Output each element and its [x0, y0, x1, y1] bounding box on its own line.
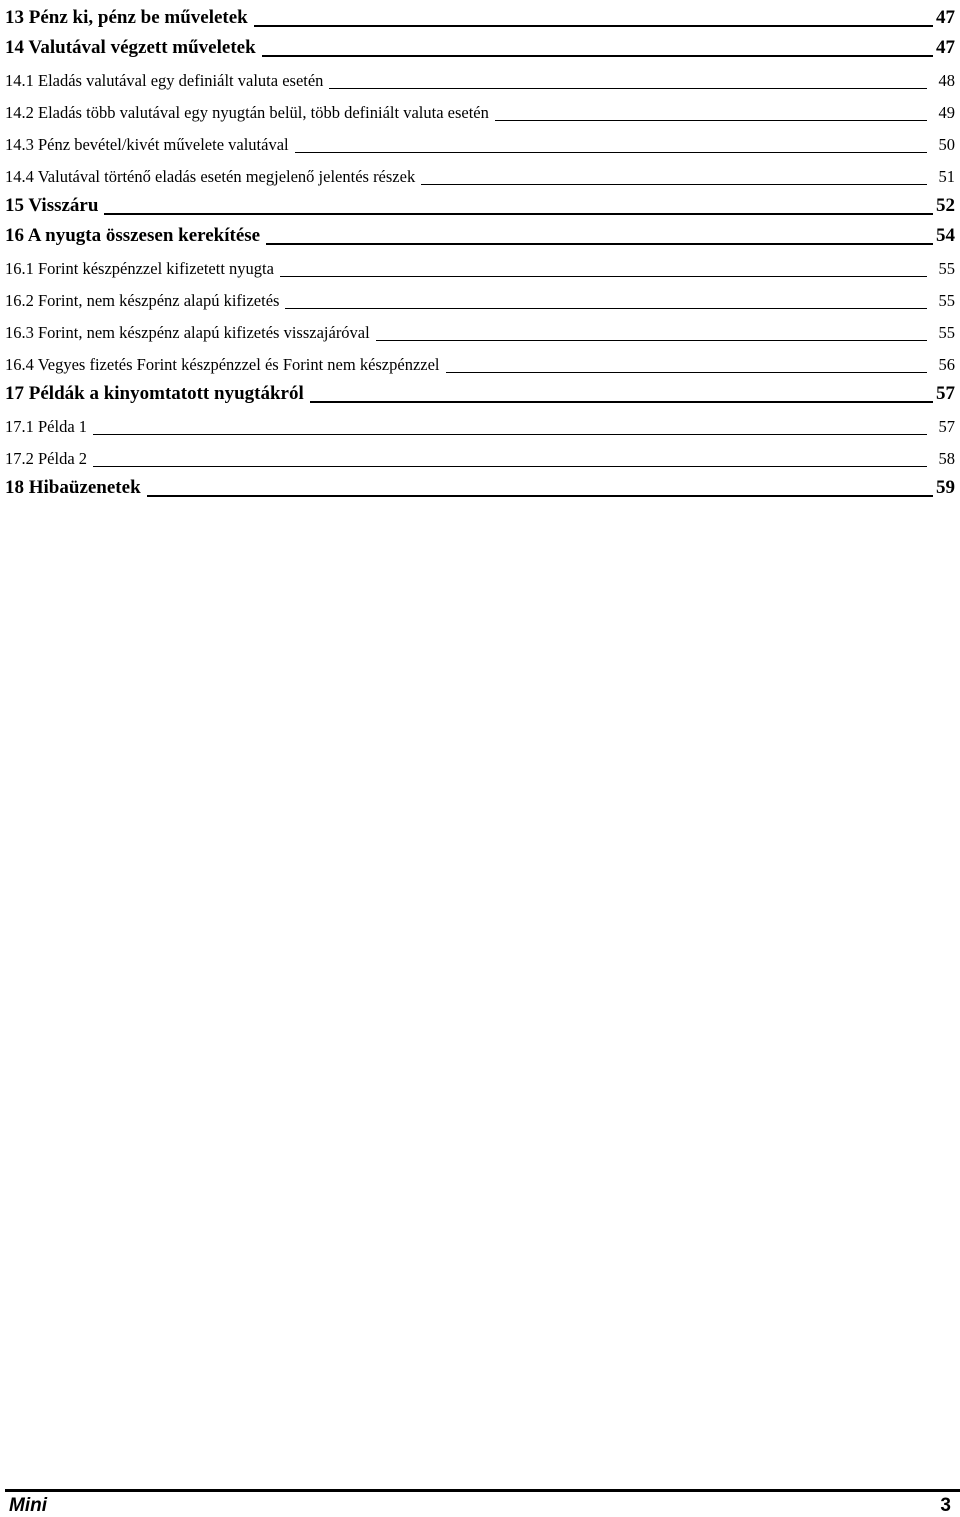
toc-leader-line [495, 120, 927, 121]
toc-entry-page: 49 [938, 102, 955, 122]
toc-entry-page: 47 [936, 7, 955, 28]
toc-leader-line [93, 466, 927, 467]
toc-subentry[interactable] [5, 344, 955, 376]
toc-entry-title: 16.3 Forint, nem készpénz alapú kifizetés visszajáróval [5, 322, 370, 342]
toc-subentry[interactable] [5, 156, 955, 188]
footer-page-number: 3 [940, 1495, 951, 1516]
toc-entry-title: 16.2 Forint, nem készpénz alapú kifizetés [5, 290, 280, 310]
toc-entry-title: 14 Valutával végzett műveletek [5, 37, 256, 58]
toc-subentry[interactable] [5, 406, 955, 438]
toc-entry-title: 13 Pénz ki, pénz be műveletek [5, 7, 248, 28]
toc-subentry[interactable] [5, 312, 955, 344]
toc-leader-line [285, 308, 927, 309]
toc-entry-title: 14.1 Eladás valutával egy definiált valuta esetén [5, 70, 324, 90]
toc-entry-page: 59 [936, 477, 955, 498]
toc-entry[interactable] [5, 470, 955, 500]
toc-leader-line [93, 434, 927, 435]
toc-leader-line [262, 55, 933, 57]
table-of-contents [5, 0, 955, 500]
toc-entry-title: 17 Példák a kinyomtatott nyugtákról [5, 383, 304, 404]
toc-entry[interactable] [5, 218, 955, 248]
toc-entry-page: 55 [938, 322, 955, 342]
toc-entry-page: 52 [936, 195, 955, 216]
toc-subentry[interactable] [5, 124, 955, 156]
toc-entry-page: 55 [938, 258, 955, 278]
toc-entry-title: 14.2 Eladás több valutával egy nyugtán belül, több definiált valuta esetén [5, 102, 489, 122]
toc-entry-page: 48 [938, 70, 955, 90]
toc-leader-line [254, 25, 933, 27]
toc-subentry[interactable] [5, 438, 955, 470]
toc-entry-title: 16.4 Vegyes fizetés Forint készpénzzel és Forint nem készpénzzel [5, 354, 440, 374]
toc-leader-line [310, 401, 933, 403]
toc-leader-line [376, 340, 927, 341]
toc-leader-line [446, 372, 927, 373]
toc-entry-title: 17.2 Példa 2 [5, 448, 88, 468]
toc-entry-title: 14.4 Valutával történő eladás esetén megjelenő jelentés részek [5, 166, 416, 186]
toc-entry-title: 16.1 Forint készpénzzel kifizetett nyugta [5, 258, 274, 278]
toc-entry-page: 56 [938, 354, 955, 374]
toc-subentry[interactable] [5, 92, 955, 124]
toc-subentry[interactable] [5, 280, 955, 312]
toc-entry[interactable] [5, 376, 955, 406]
toc-subentry[interactable] [5, 248, 955, 280]
toc-entry-page: 51 [938, 166, 955, 186]
toc-subentry[interactable] [5, 60, 955, 92]
toc-entry[interactable] [5, 188, 955, 218]
toc-leader-line [147, 495, 933, 497]
toc-leader-line [104, 213, 933, 215]
toc-leader-line [280, 276, 927, 277]
footer-product-name: Mini [9, 1495, 47, 1516]
toc-entry-title: 16 A nyugta összesen kerekítése [5, 225, 261, 246]
toc-entry-title: 15 Visszáru [5, 195, 99, 216]
toc-leader-line [421, 184, 927, 185]
toc-entry-page: 50 [938, 134, 955, 154]
toc-entry-title: 14.3 Pénz bevétel/kivét művelete valutával [5, 134, 289, 154]
toc-entry-title: 18 Hibaüzenetek [5, 477, 141, 498]
footer-divider [5, 1489, 960, 1492]
toc-leader-line [266, 243, 933, 245]
toc-entry-page: 57 [936, 383, 955, 404]
toc-entry[interactable] [5, 0, 955, 30]
toc-entry-page: 55 [938, 290, 955, 310]
toc-entry-page: 47 [936, 37, 955, 58]
toc-entry-page: 57 [938, 416, 955, 436]
toc-entry-title: 17.1 Példa 1 [5, 416, 88, 436]
toc-entry[interactable] [5, 30, 955, 60]
toc-leader-line [329, 88, 927, 89]
toc-entry-page: 54 [936, 225, 955, 246]
toc-leader-line [295, 152, 927, 153]
toc-entry-page: 58 [938, 448, 955, 468]
